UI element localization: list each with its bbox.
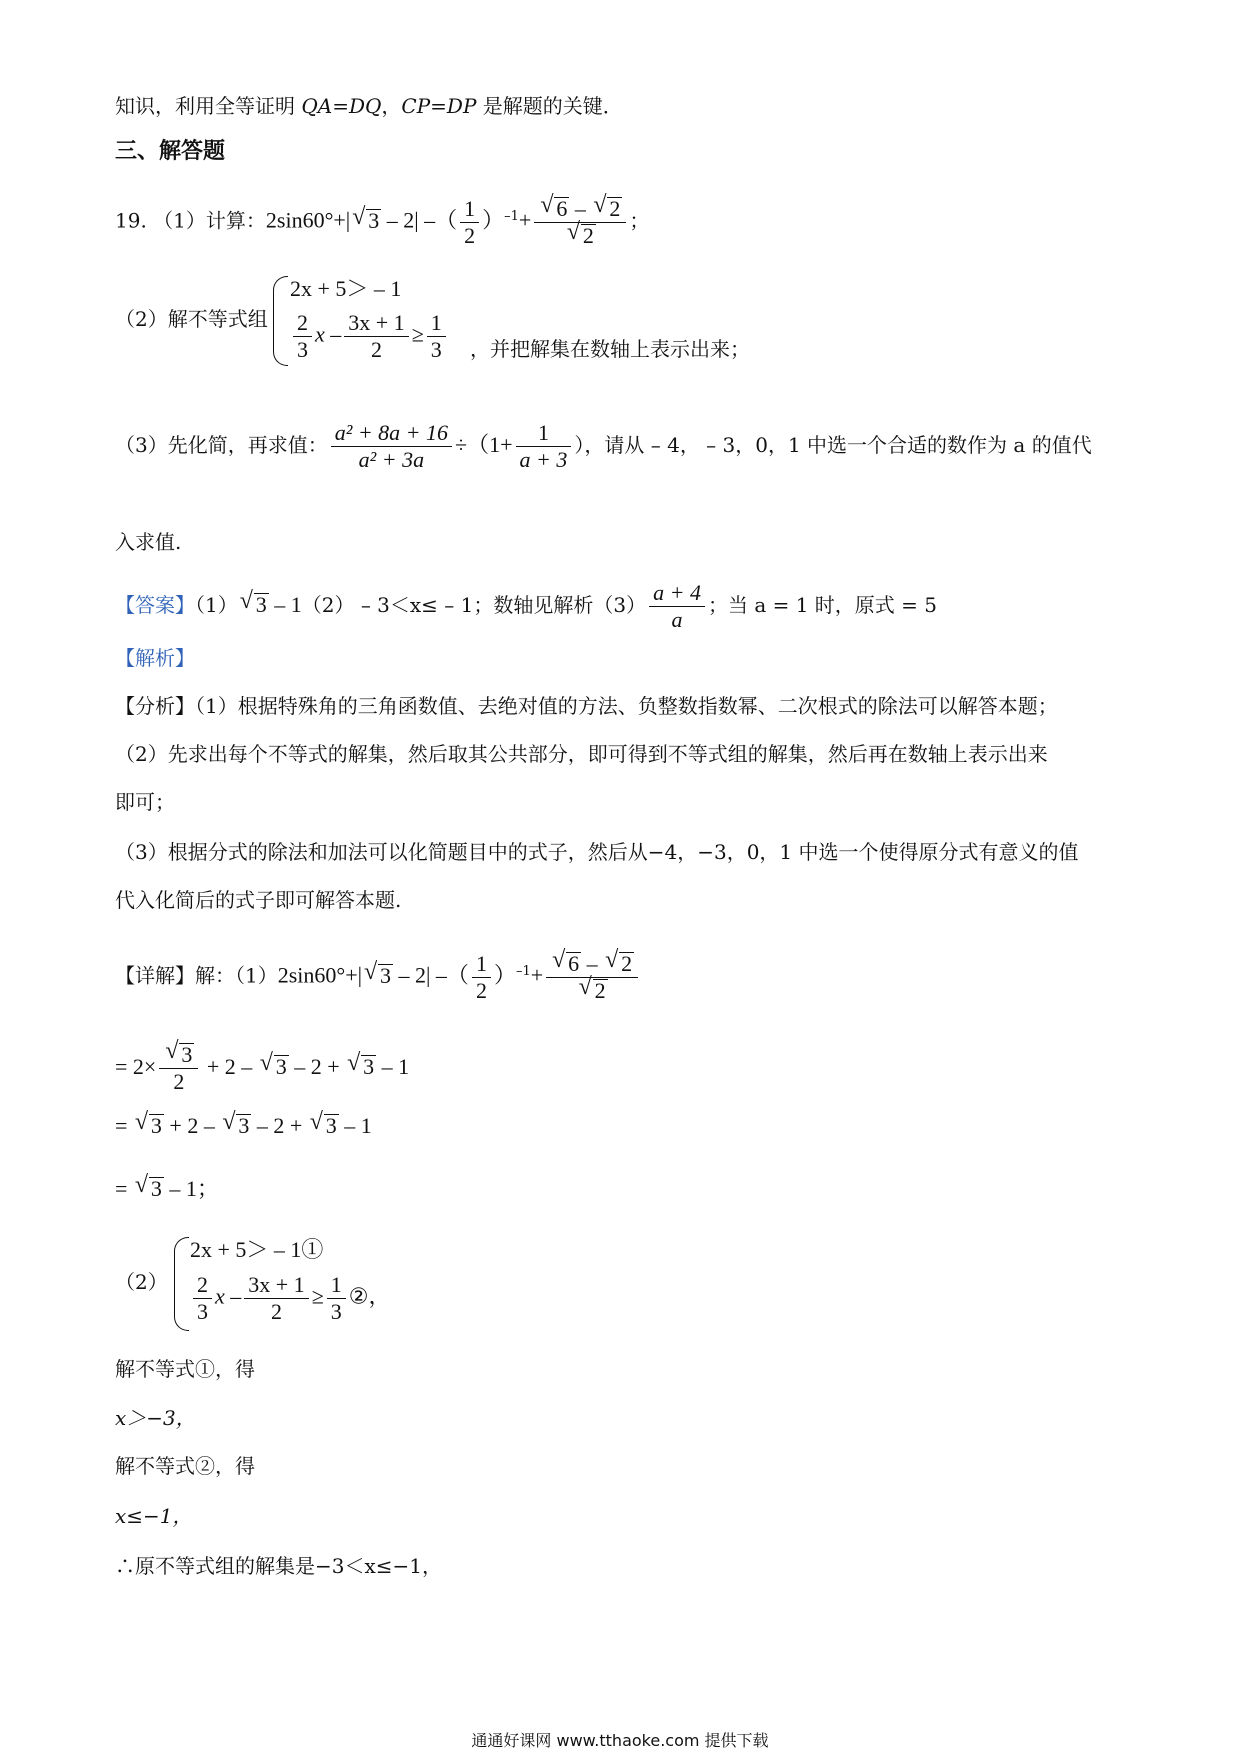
fraction-half: $\frac{1}{2}$ <box>460 196 479 249</box>
answer-part3: ；当 a = 1 时，原式 = 5 <box>707 593 938 617</box>
detail-system-line2 <box>190 1272 391 1325</box>
system-brace <box>174 1237 189 1331</box>
intro-line <box>115 92 623 120</box>
ge-sign: ≥ <box>311 1283 324 1309</box>
fraction-sqrt3-2: √ $\frac{3}{2}$ <box>159 1042 198 1095</box>
section-heading: 三、解答题 <box>115 139 226 164</box>
system-brace <box>273 276 288 366</box>
detail-expr-b: – 2| –（ <box>393 962 469 988</box>
fraction-radicals: √ 6 – √ 2 √ 2 <box>546 951 638 1004</box>
detail-solve1: 解不等式①，得 <box>115 1357 255 1381</box>
analysis-line4: （3）根据分式的除法和加法可以化简题目中的式子，然后从−4，−3，0，1 中选一个使得原分式有意义的值 <box>115 840 1079 864</box>
fraction-2-3: $\frac{2}{3}$ <box>293 310 312 363</box>
step2-pre: = <box>115 1113 133 1138</box>
sqrt-3: √ 3 <box>222 1112 251 1140</box>
analysis-line2: （2）先求出每个不等式的解集，然后取其公共部分，即可得到不等式组的解集，然后再在数轴上表示出来 <box>115 742 1048 766</box>
q19-part1-label: 19. （1）计算： <box>115 208 266 233</box>
fraction-radicals: √ 6 – √ 2 √ 2 <box>534 196 626 249</box>
fraction-a4-a: $\frac{a + 4}{a}$ <box>649 580 705 633</box>
answer-tag: 【答案】 <box>115 593 195 617</box>
detail-step2 <box>115 1112 372 1140</box>
sqrt-3: √ 3 <box>135 1175 164 1203</box>
circle-2: ② <box>348 1283 369 1309</box>
intro-suffix: 是解题的关键． <box>476 94 623 118</box>
analysis-line3: 即可； <box>115 790 175 814</box>
analysis-tag: 【解析】 <box>115 646 195 670</box>
answer-part1-tail: – 1 <box>268 592 302 617</box>
x-minus: x – <box>315 321 342 347</box>
semicolon: ； <box>629 208 650 233</box>
intro-sep: ， <box>381 94 402 118</box>
system-line1: 2x + 5＞ – 1 <box>290 276 402 301</box>
answer-part1: （1） <box>195 593 238 617</box>
detail-tag: 【详解】解：（1） <box>115 963 278 988</box>
q19-part3-label: （3）先化简，再求值： <box>115 433 328 457</box>
q19-expr-b: – 2| –（ <box>381 207 458 233</box>
plus-sign: + <box>530 962 544 988</box>
sqrt-3: √ 3 <box>135 1112 164 1140</box>
q19-part1 <box>115 190 649 249</box>
comma: ， <box>368 1283 391 1309</box>
fraction-3x1-2: $\frac{3x + 1}{2}$ <box>344 310 408 363</box>
q19-expr-a: 2sin60°+| <box>265 207 351 233</box>
detail-step3 <box>115 1175 219 1203</box>
detail-result1: x＞−3， <box>115 1406 196 1430</box>
detail-solve2: 解不等式②，得 <box>115 1454 255 1478</box>
q19-part2-label: （2）解不等式组 <box>115 307 268 331</box>
detail-expr-a: 2sin60°+| <box>277 962 363 988</box>
intro-eq1: QA=DQ <box>301 94 382 118</box>
footer: 通通好课网 www.tthaoke.com 提供下载 <box>471 1731 769 1750</box>
detail-step1 <box>115 1040 409 1095</box>
step2-b: – 2 + <box>251 1113 308 1138</box>
detail-part1 <box>115 945 641 1004</box>
fraction-half: $\frac{1}{2}$ <box>472 951 491 1004</box>
step3-end: – 1； <box>163 1176 219 1201</box>
sqrt-3: √ 3 <box>260 1040 289 1094</box>
fraction-2-3: $\frac{2}{3}$ <box>193 1272 212 1325</box>
fraction-1-3: $\frac{1}{3}$ <box>327 1272 346 1325</box>
answer-part2: （2） – 3＜x≤ – 1；数轴见解析（3） <box>301 593 647 617</box>
step1-pre: = 2× <box>115 1054 157 1079</box>
fraction-1-3: $\frac{1}{3}$ <box>427 310 446 363</box>
analysis-line5: 代入化简后的式子即可解答本题. <box>115 888 402 912</box>
system-line2 <box>290 310 449 363</box>
step1-mid: + 2 – <box>201 1054 258 1079</box>
step2-a: + 2 – <box>163 1113 221 1138</box>
q19-part3 <box>115 415 1092 475</box>
analysis-line1: 【分析】（1）根据特殊角的三角函数值、去绝对值的方法、负整数指数幂、二次根式的除法可以解答本题； <box>115 694 1058 718</box>
detail-system-line1: 2x + 5＞ – 1① <box>190 1237 324 1262</box>
detail-expr-c: ） <box>493 962 516 988</box>
intro-text: 知识，利用全等证明 <box>115 94 302 118</box>
x-minus: x – <box>215 1283 242 1309</box>
q19-expr-c: ） <box>482 207 505 233</box>
fraction-3x1-2: $\frac{3x + 1}{2}$ <box>244 1272 308 1325</box>
q19-part3-suffix: ），请从 – 4， – 3，0，1 中选一个合适的数作为 a 的值代 <box>574 433 1092 457</box>
step1-end: – 1 <box>376 1054 410 1079</box>
sqrt-3: √ 3 <box>310 1112 339 1140</box>
detail-conclusion: ∴原不等式组的解集是−3＜x≤−1， <box>115 1554 443 1578</box>
sqrt-3: √ 3 <box>240 578 269 632</box>
step2-end: – 1 <box>338 1113 372 1138</box>
q19-part2-suffix: ，并把解集在数轴上表示出来； <box>470 337 750 361</box>
answer-line <box>115 578 937 633</box>
divide-expr: ÷（1+ <box>455 432 513 457</box>
exponent: –1 <box>504 209 519 224</box>
plus-sign: + <box>518 207 532 233</box>
fraction-a-poly: $\frac{\text{a² + 8a + 16}}{\text{a² + 3a}}$ <box>331 420 452 473</box>
detail-result2: x≤−1， <box>115 1504 193 1528</box>
exponent: –1 <box>515 964 531 979</box>
step3-pre: = <box>115 1176 133 1201</box>
ge-sign: ≥ <box>411 321 424 347</box>
detail-part2-label: （2） <box>115 1270 168 1294</box>
fraction-1-a3: $\frac{1}{a + 3}$ <box>516 420 572 473</box>
intro-eq2: CP=DP <box>401 94 477 118</box>
step1-tail: – 2 + <box>288 1054 346 1079</box>
sqrt-3: √ 3 <box>347 1040 376 1094</box>
q19-part3-line2: 入求值. <box>115 530 182 554</box>
sqrt-3: √ 3 <box>352 194 381 248</box>
sqrt-3: √ 3 <box>364 949 393 1003</box>
